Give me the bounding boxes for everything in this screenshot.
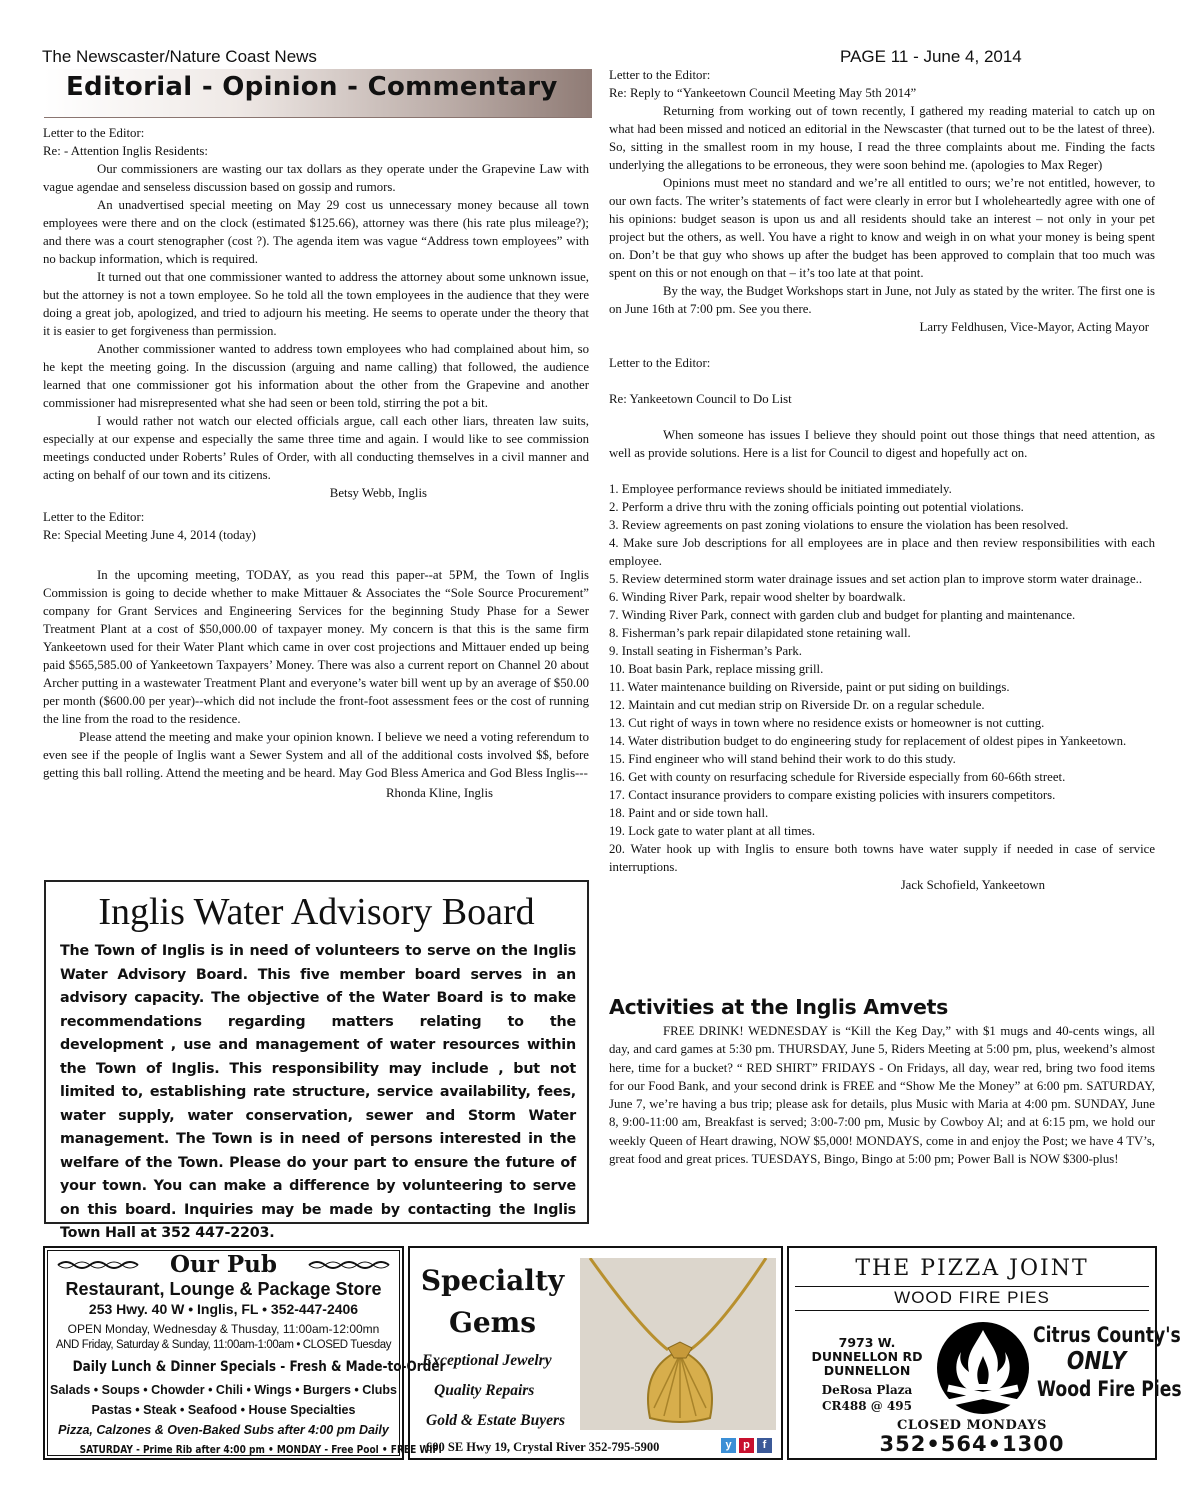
- gems-title: Gems: [448, 1306, 537, 1339]
- list-item: 10. Boat basin Park, replace missing grill.: [609, 662, 824, 676]
- divider: [795, 1310, 1149, 1311]
- pub-footer: SATURDAY - Prime Rib after 4:00 pm • MONDAY - Free Pool • FREE WiFi: [79, 1443, 442, 1456]
- list-item: 8. Fisherman’s park repair dilapidated stone retaining wall.: [609, 626, 911, 640]
- pizza-slogan: ONLY: [1066, 1346, 1127, 1375]
- ad-specialty-gems: [408, 1246, 783, 1460]
- pizza-address: DUNNELLON: [823, 1363, 911, 1378]
- letter-greeting: Letter to the Editor:: [43, 510, 145, 524]
- amvets-heading: Activities at the Inglis Amvets: [609, 995, 948, 1019]
- right-column: [609, 66, 1155, 894]
- letter-greeting: Letter to the Editor:: [609, 68, 711, 82]
- water-board-text: The Town of Inglis is in need of volunteers to serve on the Inglis Water Advisory Board. This five member board serves in an advisory capacity. The objective of the Water Board is to make recommendations regarding matters relating to the development , use and management of water resources within the Town of Inglis. This responsibility may include , but not limited to, establishing rate structure, service availability, fees, water supply, water conservation, sewer and Storm Water management. The Town is in need of persons interested in the welfare of the Town. Please do your part to ensure the future of your town. You can make a difference by volunteering to serve on this board. Inquiries may be made by contacting the Inglis Town Hall at 352 447-2203.: [60, 943, 576, 1241]
- water-board-title: Inglis Water Advisory Board: [98, 891, 535, 933]
- section-banner: [44, 69, 592, 118]
- pub-menu: Pastas • Steak • Seafood • House Specialties: [91, 1403, 356, 1417]
- letter-paragraph: Please attend the meeting and make your opinion known. I believe we need a voting referendum to even see if the people of Inglis want a Sewer System and all of the additional costs involved $$, before getting this ball rolling. Attend the meeting and be heard. May God Bless America and God Bless Inglis---: [43, 730, 589, 780]
- letter-re-line: Re: Yankeetown Council to Do List: [609, 392, 792, 406]
- todo-list: [609, 480, 1155, 876]
- pub-menu: Salads • Soups • Chowder • Chili • Wings • Burgers • Clubs: [49, 1383, 398, 1397]
- list-item: 13. Cut right of ways in town where no residence exists or homeowner is not cutting.: [609, 716, 1045, 730]
- amvets-text: [609, 1022, 1155, 1168]
- list-item: 15. Find engineer who will stand behind their work to do this study.: [609, 752, 956, 766]
- ad-pizza-joint: [787, 1246, 1182, 1460]
- list-item: 1. Employee performance reviews should be initiated immediately.: [609, 482, 952, 496]
- letter-signature: Jack Schofield, Yankeetown: [900, 878, 1045, 892]
- pizza-closed: CLOSED MONDAYS: [897, 1418, 1047, 1433]
- pub-tagline: Restaurant, Lounge & Package Store: [65, 1279, 382, 1299]
- list-item: 14. Water distribution budget to do engineering study for replacement of oldest pipes in Yankeetown.: [609, 734, 1127, 748]
- water-board-notice: [44, 880, 589, 1241]
- letter-attention-inglis: [43, 124, 589, 502]
- pinterest-icon[interactable]: p: [739, 1438, 754, 1453]
- list-item: 6. Winding River Park, repair wood shelter by boardwalk.: [609, 590, 906, 604]
- divider: [795, 1286, 1149, 1287]
- letter-paragraph: Our commissioners are wasting our tax dollars as they operate under the Grapevine Law with vague agendae and senseless discussion based on gossip and rumors.: [43, 162, 589, 194]
- letter-paragraph: Opinions must meet no standard and we’re all entitled to ours; we’re not entitled, however, to our own facts. The writer’s statements of fact were clearly in error but I wholeheartedly agree with one of his opinions: budget season is upon us and all residents should take an interest – not only in your pet project but the others, as well. You have a right to know and weigh in on what your money is being spent on. Don’t be that guy who shows up after the budget has been approved to complain that too much was spent on this or not enough on that – it’s too late at that point.: [609, 176, 1155, 280]
- letter-todo-list: [609, 354, 1155, 894]
- list-item: 4. Make sure Job descriptions for all employees are in place and then review responsibilities with each employee.: [609, 536, 1155, 568]
- gems-title: Specialty: [420, 1264, 565, 1297]
- list-item: 19. Lock gate to water plant at all times.: [609, 824, 816, 838]
- list-item: 9. Install seating in Fisherman’s Park.: [609, 644, 802, 658]
- pub-menu: Pizza, Calzones & Oven-Baked Subs after 4:00 pm Daily: [58, 1423, 389, 1437]
- letter-paragraph: When someone has issues I believe they should point out those things that need attention, as well as provide solutions. Here is a list for Council to digest and hopefully act on.: [609, 428, 1155, 460]
- list-item: 3. Review agreements on past zoning violations to ensure the violation has been resolved.: [609, 518, 1069, 532]
- shell-pendant-image: [580, 1258, 776, 1430]
- letter-greeting: Letter to the Editor:: [609, 356, 711, 370]
- pub-name: Our Pub: [170, 1251, 277, 1278]
- letter-re-line: Re: Reply to “Yankeetown Council Meeting May 5th 2014”: [609, 86, 917, 100]
- list-item: 16. Get with county on resurfacing schedule for Riverside especially from 60-66th street.: [609, 770, 1066, 784]
- newspaper-name: The Newscaster/Nature Coast News: [42, 47, 317, 66]
- list-item: 2. Perform a drive thru with the zoning officials pointing out potential violations.: [609, 500, 1024, 514]
- letter-signature: Betsy Webb, Inglis: [329, 486, 427, 500]
- ad-our-pub: [43, 1246, 446, 1460]
- twitter-icon[interactable]: y: [721, 1438, 736, 1453]
- pizza-phone: 352•564•1300: [879, 1432, 1065, 1456]
- list-item: 17. Contact insurance providers to compare existing policies with insurers competitors.: [609, 788, 1056, 802]
- pub-address: 253 Hwy. 40 W • Inglis, FL • 352-447-2406: [88, 1301, 359, 1317]
- letter-paragraph: Returning from working out of town recently, I gathered my reading material to catch up on what had been missed and noticed an editorial in the Newscaster (that turned out to be the latest of three). So, sitting in the smallest room in my house, I read the three complaints about me. Finding the facts underlying the allegations to be erroneous, they were soon behind me. (apologies to Max Reger): [609, 104, 1155, 172]
- gems-line: Quality Repairs: [434, 1382, 535, 1399]
- page-number-date: PAGE 11 - June 4, 2014: [840, 47, 1022, 66]
- pizza-name: [795, 1256, 1149, 1281]
- gems-address: 600 SE Hwy 19, Crystal River 352-795-5900: [426, 1440, 660, 1454]
- pizza-address: DUNNELLON RD: [811, 1349, 923, 1364]
- letter-signature: Larry Feldhusen, Vice-Mayor, Acting Mayor: [919, 320, 1149, 334]
- letter-re-line: Re: - Attention Inglis Residents:: [43, 144, 208, 158]
- letter-paragraph: I would rather not watch our elected officials argue, call each other liars, threaten law suits, especially at our expense and especially the same three time and again. I would like to see commission meetings conducted under Roberts’ Rules of Order, with all conducting themselves in a civil manner and acting on behalf of our town and its citizens.: [43, 414, 589, 482]
- letter-paragraph: Another commissioner wanted to address town employees who had complained about him, so he kept the meeting going. In the discussion (arguing and name calling) that followed, the audience learned that one commissioner got his information about the other from the Grapevine and another commissioner had misrepresented what she had seen or been told, stirring the pot a bit.: [43, 342, 589, 410]
- pizza-plaza: DeRosa Plaza: [821, 1383, 913, 1397]
- pizza-plaza: CR488 @ 495: [822, 1399, 912, 1413]
- list-item: 7. Winding River Park, connect with garden club and budget for planting and maintenance.: [609, 608, 1076, 622]
- pub-specials: Daily Lunch & Dinner Specials - Fresh & Made-to-Order: [72, 1359, 446, 1375]
- letter-paragraph: It turned out that one commissioner wanted to address the attorney about some unknown issue, but the attorney is not a town employee. So he told all the town employees in the audience that they were doing a great job, apologized, and tried to adjourn his meeting. He seems to operate under the theory that it is easier to get forgiveness than permission.: [43, 270, 589, 338]
- pizza-slogan: Citrus County's: [1033, 1323, 1181, 1347]
- left-column: [43, 124, 589, 802]
- list-item: 18. Paint and or side town hall.: [609, 806, 769, 820]
- letter-re-line: Re: Special Meeting June 4, 2014 (today): [43, 528, 256, 542]
- list-item: 11. Water maintenance building on Riverside, paint or put siding on buildings.: [609, 680, 1010, 694]
- letter-paragraph: An unadvertised special meeting on May 29 cost us unnecessary money because all town employees were there and on the clock (estimated $125.66), attorney was there (his rate plus mileage?); and there was a court stenographer (cost ?). The agenda item was vague “Address town employees” with no backup information, which is required.: [43, 198, 589, 266]
- section-title: Editorial - Opinion - Commentary: [66, 72, 558, 102]
- list-item: 5. Review determined storm water drainage issues and set action plan to improve storm water drainage..: [609, 572, 1143, 586]
- list-item: 12. Maintain and cut median strip on Riverside Dr. on a regular schedule.: [609, 698, 985, 712]
- letter-greeting: Letter to the Editor:: [43, 126, 145, 140]
- gems-line: Gold & Estate Buyers: [426, 1412, 566, 1429]
- letter-reply-yankeetown: [609, 66, 1155, 336]
- pizza-address: 7973 W.: [838, 1335, 896, 1350]
- letter-special-meeting: [43, 508, 589, 802]
- pizza-slogan: Wood Fire Pies: [1037, 1377, 1182, 1401]
- amvets-paragraph: FREE DRINK! WEDNESDAY is “Kill the Keg Day,” with $1 mugs and 40-cents wings, all day, and card games at 5:30 pm. THURSDAY, June 5, Riders Meeting at 5:00 pm, plus, weekend’s almost here, time for a bucket? “ RED SHIRT” FRIDAYS - On Fridays, all day, wear red, bring two food items for our Food Bank, and your second drink is FREE and “Show Me the Money” at 6:00 pm. SATURDAY, June 7, we’re having a bus trip; please ask for details, plus Music with Maria at 4:00 pm. SUNDAY, June 8, 9:00-11:00 am, Breakfast is served; 3:00-7:00 pm, Music by Cowboy Al; and at 6:15 pm, we hold our weekly Queen of Heart drawing, NOW $5,000! MONDAYS, come in and enjoy the Post; we have 4 TV’s, great food and great prices. TUESDAYS, Bingo, Bingo at 5:00 pm; Power Ball is NOW $300-plus!: [609, 1024, 1155, 1167]
- list-item: 20. Water hook up with Inglis to ensure both towns have water supply if needed in case of service interruptions.: [609, 842, 1155, 874]
- pizza-name-text: THE PIZZA JOINT: [855, 1256, 1089, 1281]
- letter-paragraph: In the upcoming meeting, TODAY, as you read this paper--at 5PM, the Town of Inglis Commission is going to decide whether to make Mittauer & Associates the “Sole Source Procurement” company for Grant Services and Engineering Services for the beginning Study Phase for a Sewer Treatment Plant at a cost of $50,000.00 of taxpayer money. My concern is that this is the same firm Yankeetown used for their Water Plant which came in over cost projections and Mittauer ended up being paid $565,585.00 of Yankeetown Taxpayers’ Money. There was also a current report on Channel 20 about Archer putting in a wastewater Treatment Plant and everyone’s water bill went up by an average of $50.00 per month ($600.00 per year)--which did not include the front-foot assessment fees or the cost of running the line from the road to the residence.: [43, 568, 589, 726]
- fire-logo-icon: [935, 1316, 1031, 1416]
- letter-signature: Rhonda Kline, Inglis: [386, 786, 493, 800]
- pizza-subtitle: WOOD FIRE PIES: [894, 1288, 1050, 1307]
- pub-hours: AND Friday, Saturday & Sunday, 11:00am-1:00am • CLOSED Tuesday: [55, 1339, 392, 1351]
- facebook-icon[interactable]: f: [757, 1438, 772, 1453]
- letter-paragraph: By the way, the Budget Workshops start in June, not July as stated by the writer. The first one is on June 16th at 7:00 pm. See you there.: [609, 284, 1155, 316]
- pub-hours: OPEN Monday, Wednesday & Thusday, 11:00am-12:00mn: [67, 1322, 380, 1336]
- gems-line: Exceptional Jewelry: [422, 1352, 552, 1369]
